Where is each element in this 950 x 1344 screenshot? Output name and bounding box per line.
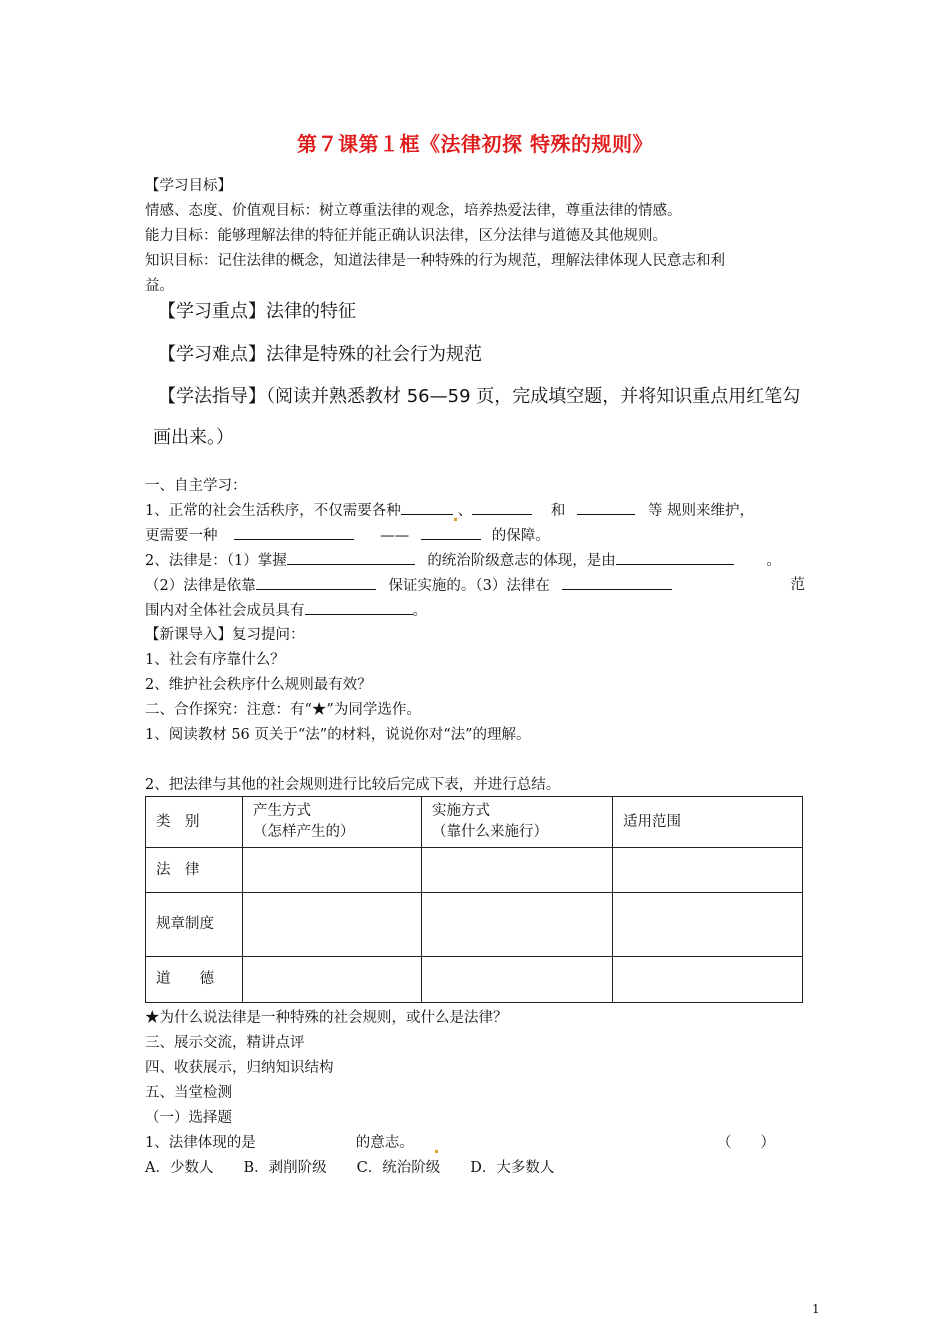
option-b[interactable]: B．剥削阶级 [243, 1160, 327, 1176]
choice-subheading: （一）选择题 [145, 1110, 232, 1126]
section2-heading: 二、合作探究：注意：有“★”为同学选作。 [145, 702, 421, 718]
objective-ability: 能力目标：能够理解法律的特征并能正确认识法律，区分法律与道德及其他规则。 [145, 228, 667, 244]
fill-question-2c: 围内对全体社会成员具有 。 [145, 600, 427, 621]
fill-question-2a: 2、法律是：（1）掌握 的统治阶级意志的体现，是由 。 [145, 550, 781, 571]
blank[interactable] [234, 525, 354, 540]
section1-heading: 一、自主学习： [145, 478, 247, 494]
row-label: 道 德 [146, 957, 243, 1003]
row-label: 规章制度 [146, 893, 243, 957]
star-question: ★为什么说法律是一种特殊的社会规则，或什么是法律？ [145, 1010, 508, 1026]
blank[interactable] [472, 500, 532, 515]
table-cell[interactable] [613, 848, 803, 893]
choice-question-1: 1、法律体现的是 的意志。 （ ） [145, 1135, 775, 1151]
fill-question-1b: 更需要一种 —— 的保障。 [145, 525, 550, 546]
section3-heading: 三、展示交流，精讲点评 [145, 1035, 305, 1051]
header-origin: 产生方式 （怎样产生的） [243, 797, 422, 848]
objective-knowledge-2: 益。 [145, 278, 174, 294]
intro-question-2: 2、维护社会秩序什么规则最有效？ [145, 677, 372, 693]
inquiry-question-1: 1、阅读教材 56 页关于“法”的材料，说说你对“法”的理解。 [145, 727, 531, 743]
header-enforcement: 实施方式 （靠什么来施行） [422, 797, 613, 848]
blank[interactable] [287, 550, 415, 565]
section4-heading: 四、收获展示，归纳知识结构 [145, 1060, 334, 1076]
table-cell[interactable] [422, 957, 613, 1003]
intro-heading: 【新课导入】复习提问： [145, 627, 305, 643]
blank[interactable] [562, 575, 672, 590]
objective-emotion: 情感、态度、价值观目标：树立尊重法律的观念，培养热爱法律，尊重法律的情感。 [145, 203, 682, 219]
fill-question-1a: 1、正常的社会生活秩序，不仅需要各种 、 和 等 规则来维护， [145, 500, 754, 521]
header-category: 类 别 [146, 797, 243, 848]
option-a[interactable]: A．少数人 [145, 1160, 214, 1176]
table-row [146, 957, 803, 1003]
table-cell[interactable] [243, 893, 422, 957]
inquiry-question-2: 2、把法律与其他的社会规则进行比较后完成下表，并进行总结。 [145, 777, 561, 793]
key-point: 【学习重点】法律的特征 [158, 301, 356, 322]
objective-knowledge-1: 知识目标：记住法律的概念，知道法律是一种特殊的行为规范，理解法律体现人民意志和利 [145, 253, 725, 269]
blank[interactable] [616, 550, 734, 565]
blank[interactable] [256, 575, 376, 590]
intro-question-1: 1、社会有序靠什么？ [145, 652, 285, 668]
table-cell[interactable] [243, 848, 422, 893]
choice-options [145, 1158, 554, 1178]
page-number: 1 [812, 1302, 820, 1316]
table-cell[interactable] [613, 893, 803, 957]
fill-question-2b: （2）法律是依靠 保证实施的。（3）法律在 范 [145, 577, 805, 594]
blank[interactable] [401, 500, 453, 515]
table-row [146, 893, 803, 957]
option-c[interactable]: C．统治阶级 [356, 1160, 441, 1176]
blank[interactable] [305, 600, 413, 615]
table-cell[interactable] [243, 957, 422, 1003]
table-cell[interactable] [613, 957, 803, 1003]
page-title: 第７课第１框《法律初探 特殊的规则》 [297, 132, 653, 156]
blank[interactable] [577, 500, 635, 515]
header-scope: 适用范围 [613, 797, 803, 848]
objectives-heading: 【学习目标】 [145, 178, 232, 194]
table-cell[interactable] [422, 848, 613, 893]
answer-paren[interactable]: （ ） [717, 1135, 775, 1151]
row-label: 法 律 [146, 848, 243, 893]
option-d[interactable]: D．大多数人 [470, 1160, 555, 1176]
comparison-table [145, 796, 803, 1003]
table-row [146, 848, 803, 893]
section5-heading: 五、当堂检测 [145, 1085, 232, 1101]
blank[interactable] [421, 525, 481, 540]
difficult-point: 【学习难点】法律是特殊的社会行为规范 [158, 344, 482, 365]
table-header-row [146, 797, 803, 848]
method-guide-2: 画出来。） [153, 427, 234, 448]
table-cell[interactable] [422, 893, 613, 957]
method-guide-1: 【学法指导】（阅读并熟悉教材 56—59 页，完成填空题，并将知识重点用红笔勾 [158, 386, 801, 407]
